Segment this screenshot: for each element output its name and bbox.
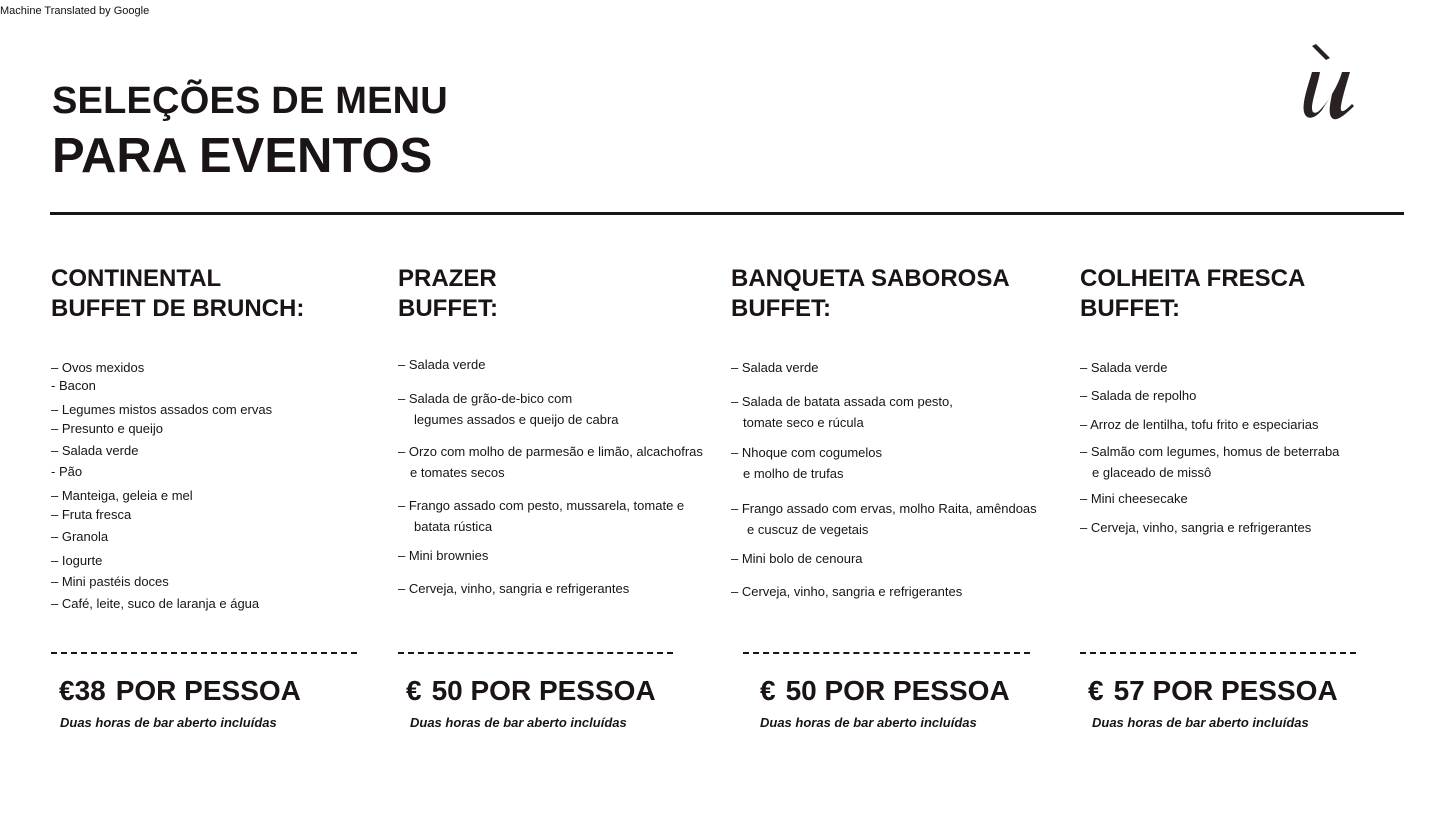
menu-item: – Salada verde	[51, 443, 139, 458]
u-grave-logo-icon	[1298, 36, 1362, 124]
menu-item: – Salada verde	[398, 357, 486, 372]
open-bar-note: Duas horas de bar aberto incluídas	[60, 715, 277, 730]
menu-item: – Manteiga, geleia e mel	[51, 488, 193, 503]
menu-item	[398, 498, 684, 535]
column-title-line-1: COLHEITA FRESCA	[1080, 265, 1306, 292]
menu-item: – Mini cheesecake	[1080, 491, 1188, 506]
menu-column-banqueta-saborosa	[731, 264, 1037, 599]
menu-item-line-1: – Frango assado com ervas, molho Raita, amêndoas	[731, 501, 1037, 516]
column-title	[731, 264, 1010, 324]
price-label	[59, 675, 301, 707]
menu-item: – Arroz de lentilha, tofu frito e especiarias	[1080, 417, 1319, 432]
price-separator	[51, 652, 357, 654]
menu-item: – Presunto e queijo	[51, 421, 164, 436]
price-separator	[743, 652, 1030, 654]
menu-item: – Iogurte	[51, 553, 103, 568]
menu-item: - Pão	[51, 464, 83, 479]
price-label	[1088, 675, 1338, 707]
column-title	[51, 264, 304, 324]
menu-column-continental	[51, 264, 305, 611]
price-currency: €	[406, 675, 422, 706]
column-title-line-2: BUFFET:	[731, 295, 831, 322]
menu-item: – Salada verde	[1080, 360, 1168, 375]
open-bar-note: Duas horas de bar aberto incluídas	[760, 715, 977, 730]
menu-item-line-2: tomate seco e rúcula	[743, 415, 864, 430]
menu-item-line-1: – Frango assado com pesto, mussarela, tomate e	[398, 498, 685, 513]
price-separator	[398, 652, 673, 654]
column-title-line-1: BANQUETA SABOROSA	[731, 265, 1010, 292]
menu-item: – Cerveja, vinho, sangria e refrigerantes	[1080, 520, 1312, 535]
menu-item: – Café, leite, suco de laranja e água	[51, 596, 260, 611]
menu-item: - Bacon	[51, 378, 96, 393]
column-title-line-2: BUFFET:	[1080, 295, 1180, 322]
price-label	[406, 675, 656, 707]
menu-item-line-2: e tomates secos	[410, 465, 505, 480]
menu-item: – Cerveja, vinho, sangria e refrigerantes	[731, 584, 963, 599]
menu-item: – Mini brownies	[398, 548, 489, 563]
menu-item-line-1: – Nhoque com cogumelos	[731, 445, 883, 460]
price-separator	[1080, 652, 1356, 654]
price-currency: €38	[59, 675, 106, 706]
price-text: 50 POR PESSOA	[785, 675, 1010, 706]
column-title-line-1: CONTINENTAL	[51, 265, 222, 292]
price-label	[760, 675, 1010, 707]
price-text: POR PESSOA	[115, 675, 301, 706]
menu-item-line-1: – Salada de grão-de-bico com	[398, 391, 573, 406]
menu-item: – Legumes mistos assados com ervas	[51, 402, 273, 417]
column-title	[398, 264, 498, 324]
menu-item-line-1: – Orzo com molho de parmesão e limão, alcachofras	[398, 444, 703, 459]
column-title	[1080, 264, 1305, 324]
menu-item-line-1: – Salmão com legumes, homus de beterraba	[1080, 444, 1340, 459]
price-text: 57 POR PESSOA	[1113, 675, 1338, 706]
menu-item: – Ovos mexidos	[51, 360, 145, 375]
menu-item	[731, 445, 882, 482]
menu-column-prazer	[398, 264, 703, 596]
menu-item	[1080, 444, 1339, 481]
menu-item-line-2: legumes assados e queijo de cabra	[414, 412, 619, 427]
price-currency: €	[1088, 675, 1104, 706]
menu-column-colheita-fresca	[1080, 264, 1340, 535]
menu-item: – Mini bolo de cenoura	[731, 551, 863, 566]
column-title-line-1: PRAZER	[398, 265, 497, 292]
machine-translation-note: Machine Translated by Google	[0, 5, 150, 17]
menu-item	[398, 444, 703, 481]
menu-item	[731, 501, 1037, 538]
menu-item-line-2: e glaceado de missô	[1092, 465, 1212, 480]
open-bar-note: Duas horas de bar aberto incluídas	[410, 715, 627, 730]
menu-item-line-2: e molho de trufas	[743, 466, 844, 481]
menu-item	[398, 391, 619, 428]
menu-item	[731, 394, 953, 431]
menu-item-line-1: – Salada de batata assada com pesto,	[731, 394, 953, 409]
menu-item: – Cerveja, vinho, sangria e refrigerantes	[398, 581, 630, 596]
menu-item: – Salada de repolho	[1080, 388, 1197, 403]
open-bar-note: Duas horas de bar aberto incluídas	[1092, 715, 1309, 730]
menu-item-line-2: batata rústica	[414, 519, 493, 534]
menu-item: – Granola	[51, 529, 109, 544]
menu-item-line-2: e cuscuz de vegetais	[747, 522, 869, 537]
menu-item: – Salada verde	[731, 360, 819, 375]
column-title-line-2: BUFFET DE BRUNCH:	[51, 295, 305, 322]
menu-item: – Mini pastéis doces	[51, 574, 169, 589]
header-divider	[50, 212, 1404, 215]
price-currency: €	[760, 675, 776, 706]
column-title-line-2: BUFFET:	[398, 295, 498, 322]
menu-item: – Fruta fresca	[51, 507, 132, 522]
price-text: 50 POR PESSOA	[431, 675, 656, 706]
page-title-line-2: PARA EVENTOS	[52, 129, 433, 183]
page-title-line-1: SELEÇÕES DE MENU	[52, 80, 448, 122]
